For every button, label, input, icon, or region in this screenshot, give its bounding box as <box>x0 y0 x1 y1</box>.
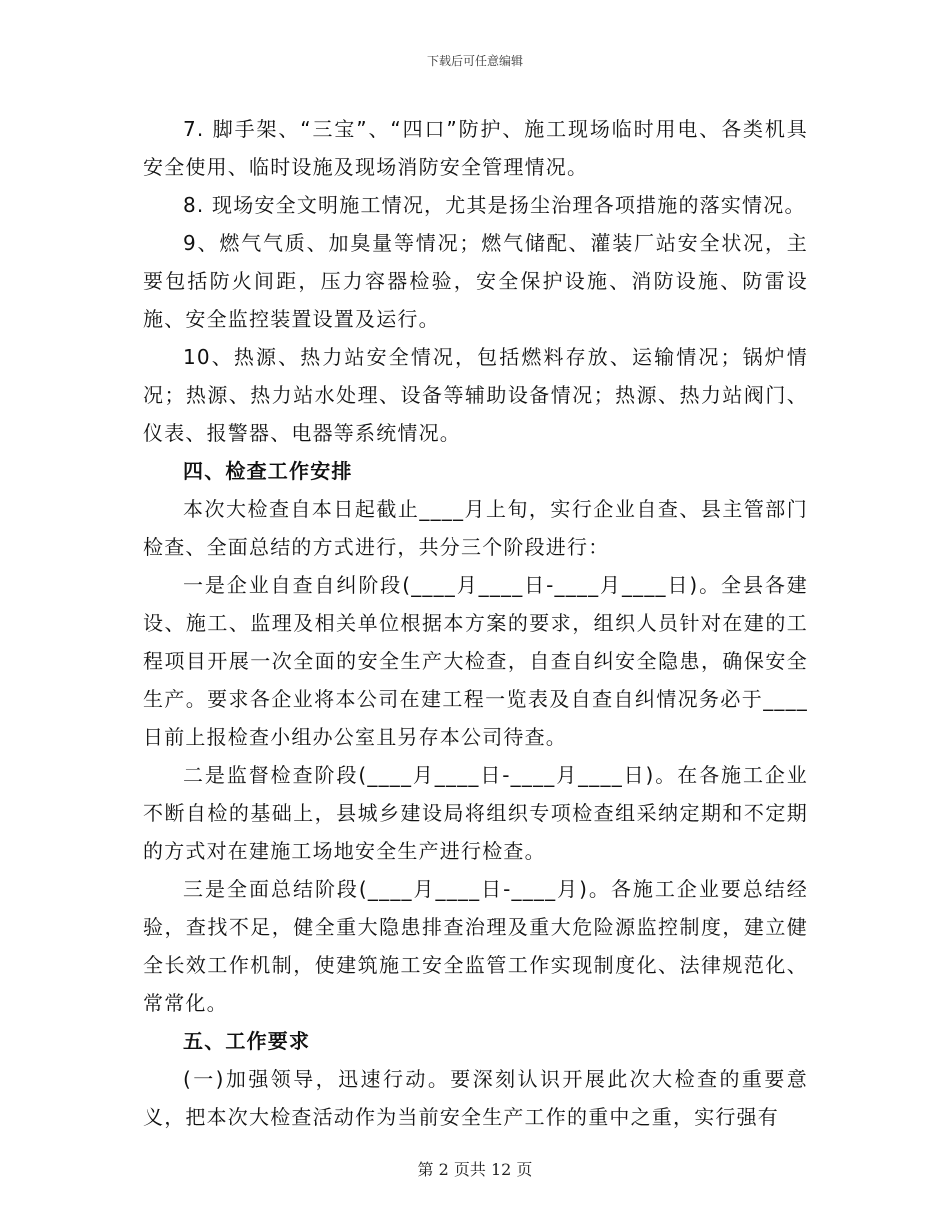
paragraph-stage-one: 一是企业自查自纠阶段(____月____日-____月____日)。全县各建设、施工、监理及相关单位根据本方案的要求，组织人员针对在建的工程项目开展一次全面的安全生产大检查，自查自纠安全隐患，确保安全生产。要求各企业将本公司在建工程一览表及自查自纠情况务必于____日前上报检查小组办公室且另存本公司待查。 <box>143 573 808 749</box>
paragraph-item-8: 8. 现场安全文明施工情况，尤其是扬尘治理各项措施的落实情况。 <box>183 193 806 217</box>
page-number-footer: 第 2 页共 12 页 <box>417 1160 533 1179</box>
paragraph-inspection-intro: 本次大检查自本日起截止____月上旬，实行企业自查、县主管部门检查、全面总结的方式进行，共分三个阶段进行： <box>143 497 808 559</box>
section-heading-inspection-arrangement: 四、检查工作安排 <box>183 459 353 483</box>
paragraph-requirement-one: (一)加强领导，迅速行动。要深刻认识开展此次大检查的重要意义，把本次大检查活动作为当前安全生产工作的重中之重，实行强有 <box>143 1067 808 1129</box>
paragraph-stage-three: 三是全面总结阶段(____月____日-____月)。各施工企业要总结经验，查找不足，健全重大隐患排查治理及重大危险源监控制度，建立健全长效工作机制，使建筑施工安全监管工作实现制度化、法律规范化、常常化。 <box>143 877 808 1015</box>
document-body <box>143 110 808 1136</box>
paragraph-stage-two: 二是监督检查阶段(____月____日-____月____日)。在各施工企业不断自检的基础上，县城乡建设局将组织专项检查组采纳定期和不定期的方式对在建施工场地安全生产进行检查。 <box>143 763 808 863</box>
paragraph-item-10: 10、热源、热力站安全情况，包括燃料存放、运输情况；锅炉情况；热源、热力站水处理、设备等辅助设备情况；热源、热力站阀门、仪表、报警器、电器等系统情况。 <box>143 345 808 445</box>
paragraph-item-7: 7. 脚手架、“三宝”、“四口”防护、施工现场临时用电、各类机具安全使用、临时设施及现场消防安全管理情况。 <box>143 117 808 179</box>
section-heading-work-requirements: 五、工作要求 <box>183 1029 311 1053</box>
page-header: 下载后可任意编辑 <box>426 54 523 68</box>
paragraph-item-9: 9、燃气气质、加臭量等情况；燃气储配、灌装厂站安全状况，主要包括防火间距，压力容器检验，安全保护设施、消防设施、防雷设施、安全监控装置设置及运行。 <box>143 231 808 331</box>
